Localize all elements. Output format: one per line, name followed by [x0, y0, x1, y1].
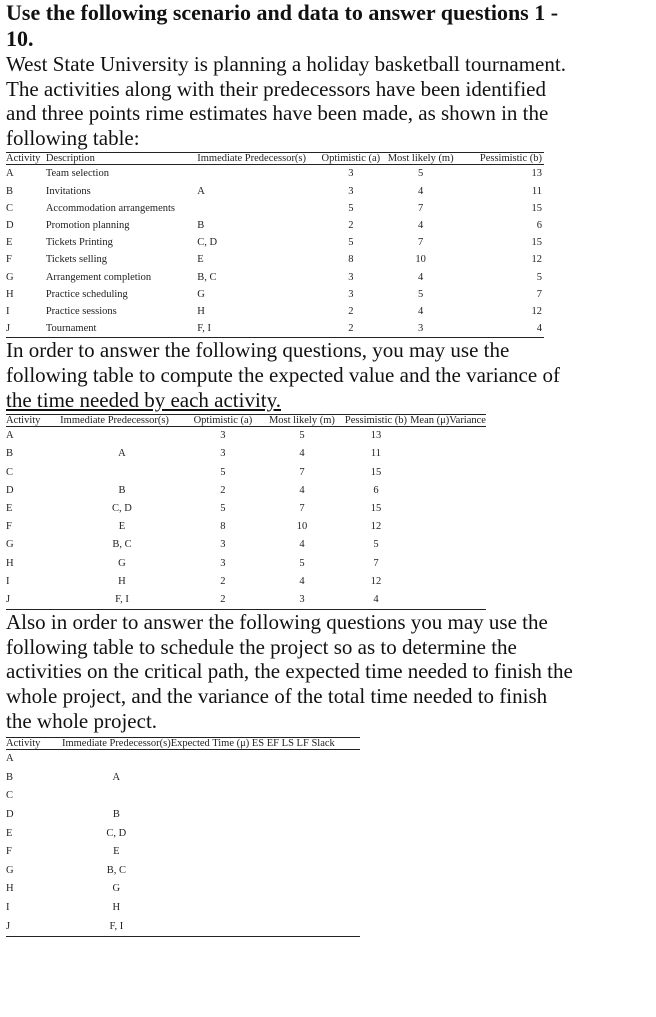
- description-cell: Tickets Printing: [45, 237, 113, 249]
- table-row: [6, 555, 486, 573]
- paragraph-line: activities on the critical path, the expected time needed to finish the: [6, 659, 573, 684]
- column-header-group: [171, 738, 360, 750]
- description-cell: Practice scheduling: [45, 288, 128, 300]
- paragraph-line: following table to compute the expected value and the variance of: [6, 363, 560, 387]
- most-likely-cell: 4: [299, 575, 305, 587]
- table-row: [6, 806, 360, 825]
- predecessor-cell: C, D: [197, 237, 218, 249]
- predecessor-cell: E: [197, 254, 204, 266]
- heading: [6, 0, 652, 52]
- variance-cell: [449, 445, 486, 463]
- optimistic-cell: 3: [220, 430, 226, 442]
- description-cell: Arrangement completion: [45, 271, 152, 283]
- schedule-cell: [171, 806, 360, 825]
- predecessor-cell: A: [197, 185, 205, 197]
- predecessor-cell: F, I: [197, 320, 321, 338]
- activity-cell: F: [6, 254, 12, 266]
- activity-cell: D: [6, 219, 14, 231]
- optimistic-cell: 3: [348, 185, 354, 197]
- table-row: [6, 320, 544, 338]
- document-page: [6, 0, 652, 937]
- column-header: LS: [281, 738, 294, 750]
- pessimistic-cell: 5: [373, 539, 379, 551]
- activity-cell: C: [6, 466, 14, 478]
- table-row: [6, 750, 360, 769]
- activity-estimates-table: [6, 152, 544, 338]
- paragraph-line: the time needed by each activity.: [6, 387, 282, 412]
- predecessor-cell: C, D: [106, 827, 127, 839]
- description-cell: Team selection: [45, 168, 109, 180]
- optimistic-cell: 5: [348, 237, 354, 249]
- optimistic-cell: 5: [220, 466, 226, 478]
- column-header: Pessimistic (b): [342, 415, 410, 427]
- pessimistic-cell: 13: [370, 430, 382, 442]
- predecessor-cell: [62, 750, 171, 769]
- variance-cell: [449, 591, 486, 610]
- column-header: EF: [266, 738, 280, 750]
- activity-cell: G: [6, 271, 14, 283]
- predecessor-cell: B: [118, 484, 126, 496]
- optimistic-cell: 2: [348, 306, 354, 317]
- most-likely-cell: 4: [418, 185, 424, 197]
- description-cell: Practice sessions: [45, 306, 117, 317]
- most-likely-cell: 5: [299, 557, 305, 569]
- column-header: Most likely (m): [262, 415, 342, 427]
- table-row: [6, 573, 486, 591]
- description-cell: Invitations: [45, 185, 91, 197]
- schedule-cell: [171, 787, 360, 806]
- heading-line-2: 10.: [6, 26, 34, 51]
- column-header: Pessimistic (b): [460, 153, 544, 165]
- table-row: [6, 251, 544, 268]
- activity-cell: G: [6, 539, 14, 551]
- table-row: [6, 591, 486, 610]
- table-row: [6, 787, 360, 806]
- optimistic-cell: 3: [348, 288, 354, 300]
- description-cell: Accommodation arrangements: [45, 202, 176, 214]
- activity-cell: H: [6, 883, 14, 895]
- activity-cell: J: [6, 591, 60, 610]
- predecessor-cell: B, C: [106, 864, 126, 876]
- variance-cell: [449, 464, 486, 482]
- table-row: [6, 427, 486, 446]
- pessimistic-cell: 11: [531, 185, 542, 197]
- schedule-cell: [171, 862, 360, 881]
- column-header: Activity: [6, 738, 62, 750]
- predecessor-cell: [60, 464, 184, 482]
- activity-cell: I: [6, 901, 10, 913]
- predecessor-cell: A: [118, 448, 126, 460]
- intro-line: West State University is planning a holiday basketball tournament.: [6, 52, 566, 76]
- schedule-cell: [171, 825, 360, 844]
- activity-cell: J: [6, 918, 62, 937]
- mean-cell: [410, 500, 449, 518]
- variance-cell: [449, 427, 486, 446]
- pessimistic-cell: 15: [531, 202, 542, 214]
- predecessor-cell: H: [112, 901, 121, 913]
- optimistic-cell: 3: [348, 271, 354, 283]
- most-likely-cell: 3: [262, 591, 342, 610]
- activity-cell: F: [6, 521, 12, 533]
- pessimistic-cell: 13: [531, 168, 542, 180]
- predecessor-cell: [62, 787, 171, 806]
- activity-cell: H: [6, 557, 14, 569]
- table-row: [6, 303, 544, 320]
- mean-cell: [410, 445, 449, 463]
- most-likely-cell: 4: [299, 448, 305, 460]
- most-likely-cell: 4: [418, 219, 424, 231]
- table-row: [6, 234, 544, 251]
- pessimistic-cell: 4: [460, 320, 544, 338]
- column-header: ES: [251, 738, 265, 750]
- predecessor-cell: F, I: [60, 591, 184, 610]
- table-row: [6, 536, 486, 554]
- table-row: [6, 500, 486, 518]
- activity-cell: I: [6, 575, 10, 587]
- table-row: [6, 269, 544, 286]
- activity-cell: C: [6, 202, 14, 214]
- predecessor-cell: B, C: [197, 271, 217, 283]
- optimistic-cell: 3: [220, 539, 226, 551]
- variance-cell: [449, 536, 486, 554]
- mean-cell: [410, 518, 449, 536]
- paragraph-line: whole project, and the variance of the total time needed to finish: [6, 684, 548, 708]
- column-header: Immediate Predecessor(s): [61, 738, 171, 750]
- column-header: Most likely (m): [381, 153, 461, 165]
- optimistic-cell: 3: [348, 168, 354, 180]
- most-likely-cell: 5: [299, 430, 305, 442]
- schedule-table: [6, 737, 360, 937]
- activity-cell: B: [6, 185, 14, 197]
- pessimistic-cell: 12: [370, 575, 382, 587]
- activity-cell: I: [6, 306, 10, 317]
- activity-cell: A: [6, 168, 14, 180]
- optimistic-cell: 3: [220, 448, 226, 460]
- optimistic-cell: 2: [348, 219, 354, 231]
- most-likely-cell: 3: [381, 320, 461, 338]
- schedule-cell: [171, 880, 360, 899]
- optimistic-cell: 2: [321, 320, 381, 338]
- schedule-cell: [171, 769, 360, 788]
- pessimistic-cell: 5: [536, 271, 542, 283]
- column-header: Activity: [6, 415, 60, 427]
- predecessor-cell: E: [113, 846, 120, 858]
- activity-cell: C: [6, 790, 14, 802]
- most-likely-cell: 4: [418, 306, 424, 317]
- optimistic-cell: 5: [348, 202, 354, 214]
- predecessor-cell: F, I: [62, 918, 171, 937]
- schedule-cell: [171, 899, 360, 918]
- predecessor-cell: C, D: [112, 503, 132, 514]
- activity-cell: B: [6, 448, 14, 460]
- intro-paragraph: [6, 52, 652, 150]
- most-likely-cell: 7: [299, 466, 305, 478]
- activity-cell: B: [6, 771, 14, 783]
- predecessor-cell: [197, 200, 321, 217]
- predecessor-cell: [197, 165, 321, 183]
- paragraph-line: In order to answer the following questions, you may use the: [6, 338, 510, 363]
- intro-line: and three points rime estimates have been made, as shown in the: [6, 101, 549, 126]
- most-likely-cell: 10: [296, 521, 308, 533]
- mean-cell: [410, 555, 449, 573]
- column-header: Description: [46, 153, 197, 165]
- column-header: Activity: [6, 153, 46, 165]
- predecessor-cell: A: [112, 771, 121, 783]
- table-header-row: [6, 738, 360, 750]
- table-row: [6, 482, 486, 500]
- table-row: [6, 862, 360, 881]
- pessimistic-cell: 7: [536, 288, 542, 300]
- table-row: [6, 769, 360, 788]
- predecessor-cell: H: [197, 306, 205, 317]
- optimistic-cell: 2: [184, 591, 262, 610]
- intro-line: following table:: [6, 125, 140, 150]
- activity-cell: A: [6, 430, 14, 442]
- paragraph-2: [6, 338, 652, 412]
- variance-cell: [449, 500, 486, 518]
- heading-line-1: Use the following scenario and data to answer questions 1 -: [6, 0, 559, 25]
- paragraph-3: [6, 610, 652, 733]
- schedule-cell: [171, 750, 360, 769]
- column-header: Variance: [449, 415, 486, 427]
- table-header-row: [6, 415, 486, 427]
- intro-line: The activities along with their predecessors have been identified: [6, 76, 546, 101]
- pessimistic-cell: 12: [531, 306, 542, 317]
- variance-cell: [449, 573, 486, 591]
- paragraph-line: the whole project.: [6, 708, 158, 733]
- pessimistic-cell: 12: [370, 521, 382, 533]
- table-row: [6, 200, 544, 217]
- activity-cell: F: [6, 846, 12, 858]
- predecessor-cell: B, C: [112, 539, 132, 551]
- column-header: LF: [296, 738, 309, 750]
- most-likely-cell: 7: [418, 202, 424, 214]
- mean-cell: [410, 591, 449, 610]
- pessimistic-cell: 6: [373, 484, 379, 496]
- most-likely-cell: 10: [415, 254, 426, 266]
- mean-variance-table: [6, 414, 486, 610]
- pessimistic-cell: 15: [531, 237, 542, 249]
- schedule-cell: [171, 843, 360, 862]
- activity-cell: D: [6, 808, 14, 820]
- paragraph-line: following table to schedule the project so as to determine the: [6, 634, 517, 659]
- column-header: Slack: [311, 738, 335, 750]
- most-likely-cell: 5: [418, 168, 424, 180]
- pessimistic-cell: 6: [536, 219, 542, 231]
- activity-cell: A: [6, 753, 14, 765]
- column-header: Expected Time (μ): [170, 738, 250, 750]
- optimistic-cell: 8: [220, 521, 226, 533]
- pessimistic-cell: 15: [370, 503, 382, 514]
- variance-cell: [449, 518, 486, 536]
- table-row: [6, 518, 486, 536]
- description-cell: Promotion planning: [45, 219, 130, 231]
- schedule-cell: [171, 918, 360, 937]
- column-header: Immediate Predecessor(s): [60, 415, 184, 427]
- activity-cell: G: [6, 864, 14, 876]
- pessimistic-cell: 11: [370, 448, 382, 460]
- activity-cell: H: [6, 288, 14, 300]
- activity-cell: J: [6, 320, 46, 338]
- mean-cell: [410, 573, 449, 591]
- activity-cell: E: [6, 237, 13, 249]
- mean-cell: [410, 482, 449, 500]
- table-row: [6, 286, 544, 303]
- pessimistic-cell: 15: [370, 466, 382, 478]
- predecessor-cell: G: [197, 288, 205, 300]
- table-row: [6, 918, 360, 937]
- description-cell: Tickets selling: [45, 254, 108, 266]
- optimistic-cell: 3: [220, 557, 226, 569]
- description-cell: Tournament: [46, 320, 197, 338]
- column-header: Immediate Predecessor(s): [197, 153, 321, 165]
- predecessor-cell: B: [112, 808, 120, 820]
- pessimistic-cell: 7: [373, 557, 379, 569]
- table-header-row: [6, 153, 544, 165]
- table-row: [6, 843, 360, 862]
- optimistic-cell: 8: [348, 254, 354, 266]
- most-likely-cell: 7: [418, 237, 424, 249]
- predecessor-cell: G: [118, 557, 126, 569]
- most-likely-cell: 4: [299, 484, 305, 496]
- mean-cell: [410, 464, 449, 482]
- predecessor-cell: E: [118, 521, 126, 533]
- table-row: [6, 165, 544, 183]
- activity-cell: D: [6, 484, 14, 496]
- table-row: [6, 899, 360, 918]
- mean-cell: [410, 536, 449, 554]
- table-row: [6, 217, 544, 234]
- paragraph-line: Also in order to answer the following questions you may use the: [6, 610, 548, 635]
- predecessor-cell: H: [118, 575, 126, 587]
- optimistic-cell: 5: [220, 503, 226, 514]
- table-row: [6, 880, 360, 899]
- column-header: Optimistic (a): [321, 153, 381, 165]
- pessimistic-cell: 4: [342, 591, 410, 610]
- pessimistic-cell: 12: [531, 254, 542, 266]
- variance-cell: [449, 482, 486, 500]
- table-row: [6, 445, 486, 463]
- optimistic-cell: 2: [220, 484, 226, 496]
- most-likely-cell: 4: [418, 271, 424, 283]
- activity-cell: E: [6, 503, 13, 514]
- activity-cell: E: [6, 827, 13, 839]
- mean-cell: [410, 427, 449, 446]
- column-header: Mean (μ): [410, 415, 450, 427]
- table-row: [6, 825, 360, 844]
- most-likely-cell: 5: [418, 288, 424, 300]
- table-row: [6, 464, 486, 482]
- predecessor-cell: G: [112, 883, 121, 895]
- most-likely-cell: 4: [299, 539, 305, 551]
- predecessor-cell: [60, 427, 184, 446]
- most-likely-cell: 7: [299, 503, 305, 514]
- column-header: Optimistic (a): [184, 415, 262, 427]
- optimistic-cell: 2: [220, 575, 226, 587]
- table-row: [6, 183, 544, 200]
- predecessor-cell: B: [197, 219, 205, 231]
- variance-cell: [449, 555, 486, 573]
